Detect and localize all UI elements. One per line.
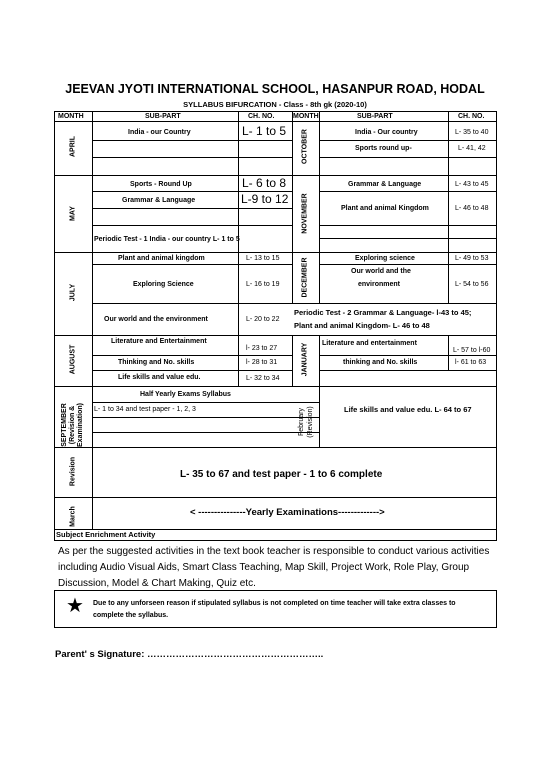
parent-signature: Parent' s Signature: ……………………………………………….. (55, 649, 324, 660)
month-february-label: February (Revision) (298, 406, 314, 438)
jul-chno-2: L- 16 to 19 (246, 281, 280, 288)
aug-chno-2: l- 28 to 31 (246, 359, 278, 366)
month-september (61, 395, 85, 455)
may-subpart-1: Sports - Round Up (130, 181, 192, 188)
dec-subpart-2a: Our world and the (351, 268, 411, 275)
enrichment-heading: Subject Enrichment Activity (56, 530, 156, 539)
march-text: < ---------------Yearly Examinations-------------> (190, 507, 385, 518)
feb-text: Life skills and value edu. L- 64 to 67 (344, 405, 472, 414)
note-text: Due to any unforseen reason if stipulated syllabus is not completed on time teacher will take extra classes to complete the syllabus. (93, 600, 456, 619)
dec-periodic-test-line-2: Plant and animal Kingdom- L- 46 to 48 (294, 321, 430, 330)
month-april: APRIL (69, 136, 77, 157)
jul-chno-1: L- 13 to 15 (246, 255, 280, 262)
jan-chno-1: L- 57 to l-60 (453, 347, 491, 354)
jul-chno-3: L- 20 to 22 (246, 316, 280, 323)
apr-chno-1: L- 1 to 5 (242, 124, 287, 138)
nov-subpart-1: Grammar & Language (348, 181, 422, 188)
aug-chno-1: l- 23 to 27 (246, 345, 278, 352)
oct-chno-2: L- 41, 42 (458, 145, 486, 152)
jan-subpart-1: Literature and entertainment (322, 340, 417, 347)
aug-chno-3: L- 32 to 34 (246, 375, 280, 382)
jul-subpart-1: Plant and animal kingdom (118, 255, 205, 262)
month-september-label: SEPTEMBER (Revision & Examination) (61, 403, 84, 447)
jan-subpart-2: thinking and No. skills (343, 359, 418, 366)
header-subpart: SUB-PART (145, 113, 181, 120)
dec-chno-1: L- 49 to 53 (455, 255, 489, 262)
school-title: JEEVAN JYOTI INTERNATIONAL SCHOOL, HASANPUR ROAD, HODAL (65, 82, 485, 96)
aug-subpart-2: Thinking and No. skills (118, 359, 195, 366)
header-chno: CH. NO. (248, 113, 275, 120)
month-october: OCTOBER (301, 129, 309, 164)
month-august: AUGUST (69, 344, 77, 375)
month-november: NOVEMBER (301, 193, 309, 234)
may-chno-1: L- 6 to 8 (242, 176, 287, 190)
sep-syllabus-title: Half Yearly Exams Syllabus (140, 391, 231, 398)
may-chno-2: L-9 to 12 (241, 192, 289, 206)
sep-syllabus-line: L- 1 to 34 and test paper - 1, 2, 3 (94, 406, 196, 413)
nov-chno-2: L- 46 to 48 (455, 205, 489, 212)
month-february (297, 396, 315, 448)
enrichment-text: As per the suggested activities in the text book teacher is responsible to conduct various activities including Audio Visual Aids, Smart Class Teaching, Map Skill, Project Work, Role Play, Group Discussion, Model & Chart Making, Quiz etc. (58, 546, 490, 589)
oct-subpart-1: India - Our country (355, 129, 418, 136)
month-revision: Revision (69, 456, 77, 487)
dec-chno-2: L- 54 to 56 (455, 281, 489, 288)
oct-subpart-2: Sports round up- (355, 145, 412, 152)
revision-text: L- 35 to 67 and test paper - 1 to 6 complete (180, 469, 383, 480)
may-subpart-2: Grammar & Language (122, 197, 196, 204)
page-subtitle: SYLLABUS BIFURCATION - Class - 8th gk (2020-10) (183, 100, 367, 109)
header-month: MONTH (58, 113, 84, 120)
month-january: JANUARY (301, 342, 309, 377)
header-chno-2: CH. NO. (458, 113, 485, 120)
nov-chno-1: L- 43 to 45 (455, 181, 489, 188)
aug-subpart-3: Life skills and value edu. (118, 374, 201, 381)
jul-subpart-3: Our world and the environment (104, 316, 208, 323)
nov-subpart-2: Plant and animal Kingdom (341, 205, 429, 212)
month-march: March (69, 506, 77, 527)
may-periodic-test: Periodic Test - 1 India - our country L- 1 to 5 (94, 236, 240, 243)
jan-chno-2: l- 61 to 63 (455, 359, 487, 366)
header-subpart-2: SUB-PART (357, 113, 393, 120)
jul-subpart-2: Exploring Science (133, 281, 194, 288)
dec-subpart-2b: environment (358, 281, 401, 288)
dec-periodic-test-line-1: Periodic Test - 2 Grammar & Language- l-43 to 45; (294, 308, 472, 317)
month-july: JULY (69, 283, 77, 302)
star-icon: ★ (66, 595, 84, 617)
month-may: MAY (69, 206, 77, 221)
month-december: DECEMBER (301, 257, 309, 298)
dec-subpart-1: Exploring science (355, 255, 415, 262)
apr-subpart-1: India - our Country (128, 129, 191, 136)
aug-subpart-1: Literature and Entertainment (111, 338, 207, 345)
header-month-2: MONTH (293, 113, 319, 120)
oct-chno-1: L- 35 to 40 (455, 129, 489, 136)
